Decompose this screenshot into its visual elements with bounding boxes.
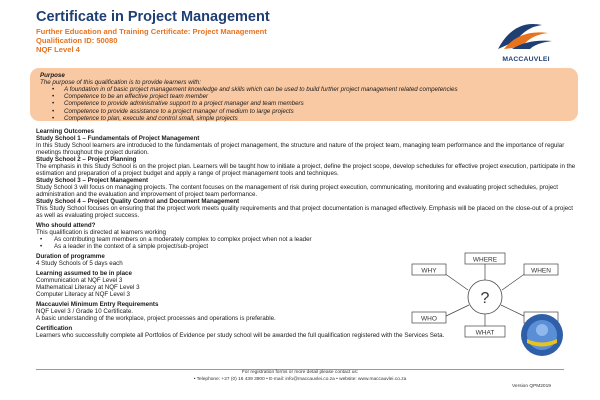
learning-assumed-item: Mathematical Literacy at NQF Level 3 — [36, 284, 140, 291]
entry-heading: Maccauvlei Minimum Entry Requirements — [36, 301, 159, 308]
footer-contact-details: • Telephone: +27 (0) 16 439 3900 • E-mail: info@maccauvlei.co.za • website: www.maccauvlei.co.za — [193, 377, 407, 382]
study-school-title: Study School 4 – Project Quality Control and Document Management — [36, 198, 240, 205]
purpose-item: • Competence to provide assistance to a project manager of medium to large projects — [52, 108, 568, 115]
qualification-name: Further Education and Training Certificate: Project Management — [36, 27, 267, 36]
learning-assumed-heading: Learning assumed to be in place — [36, 270, 132, 277]
duration-text: 4 Study Schools of 5 days each — [36, 260, 123, 267]
diagram-label-why: WHY — [421, 267, 437, 275]
purpose-item: • Competence to plan, execute and control small, simple projects — [52, 115, 568, 122]
purpose-heading: Purpose — [40, 72, 65, 79]
study-school-text: The emphasis in this Study School is on the project plan. Learners will be taught how to initiate a project, define the project scope, develop schedules for effective project execution, participate in the estimation and preparation of a project budget and apply a range of project management tools and techniques. — [36, 163, 576, 177]
purpose-intro: The purpose of this qualification is to provide learners with: — [40, 79, 201, 86]
who-intro: This qualification is directed at learners working — [36, 229, 166, 236]
purpose-box — [30, 68, 578, 121]
learning-assumed-item: Communication at NQF Level 3 — [36, 277, 123, 284]
study-school-text: This Study School focuses on ensuring that the project work meets quality requirements and that project documentation is managed effectively. Emphasis will be placed on the close-out of a project as well as evaluating project success. — [36, 205, 574, 219]
services-seta-logo-icon — [519, 312, 565, 358]
study-school-title: Study School 1 – Fundamentals of Project Management — [36, 135, 200, 142]
entry-line: A basic understanding of the workplace, project processes and operations is preferable. — [36, 315, 276, 322]
diagram-label-who: WHO — [421, 315, 437, 323]
purpose-item: • Competence to provide administrative support to a project manager and team members — [52, 100, 568, 107]
page-title: Certificate in Project Management — [36, 9, 270, 25]
version-label: Version QPM2019 — [512, 384, 551, 389]
purpose-item: • A foundation in of basic project management knowledge and skills which can be used to build further project management related competencies — [52, 86, 568, 93]
study-school-text: In this Study School learners are introduced to the fundamentals of project management, the structure and nature of the project team, managing team performance and the importance of regular meetings throughout the project duration. — [36, 142, 565, 156]
purpose-item: • Competence to be an effective project team member — [52, 93, 568, 100]
who-list — [40, 236, 576, 250]
diagram-center: ? — [480, 290, 490, 307]
nqf-level: NQF Level 4 — [36, 45, 80, 54]
certification-heading: Certification — [36, 325, 73, 332]
study-school-title: Study School 2 – Project Planning — [36, 156, 137, 163]
purpose-list — [52, 86, 568, 122]
study-school-text: Study School 3 will focus on managing projects. The content focuses on the management of risk during project execution, communicating, monitoring and evaluating project schedules, project administration and the evaluation and improvement of project team performance. — [36, 184, 558, 198]
duration-heading: Duration of programme — [36, 253, 105, 260]
footer-contact-intro: For registration forms or more detail please contact us: — [241, 370, 359, 375]
who-item: • As a leader in the context of a simple project/sub-project — [40, 243, 576, 250]
learning-outcomes-heading: Learning Outcomes — [36, 128, 95, 135]
learning-assumed-item: Computer Literacy at NQF Level 3 — [36, 291, 130, 298]
study-school-title: Study School 3 – Project Management — [36, 177, 149, 184]
logo-text: MACCAUVLEI — [502, 56, 550, 63]
entry-line: NQF Level 3 / Grade 10 Certificate. — [36, 308, 133, 315]
qualification-id: Qualification ID: 50080 — [36, 36, 118, 45]
certification-text: Learners who successfully complete all Portfolios of Evidence per study school will be awarded the full qualification registered with the Services Seta. — [36, 332, 445, 339]
diagram-label-what: WHAT — [475, 329, 495, 337]
diagram-label-when: WHEN — [531, 267, 551, 275]
maccauvlei-logo-icon — [486, 11, 566, 61]
who-item: • As contributing team members on a moderately complex to complex project when not a leader — [40, 236, 576, 243]
diagram-label-where: WHERE — [472, 256, 498, 264]
who-heading: Who should attend? — [36, 222, 96, 229]
